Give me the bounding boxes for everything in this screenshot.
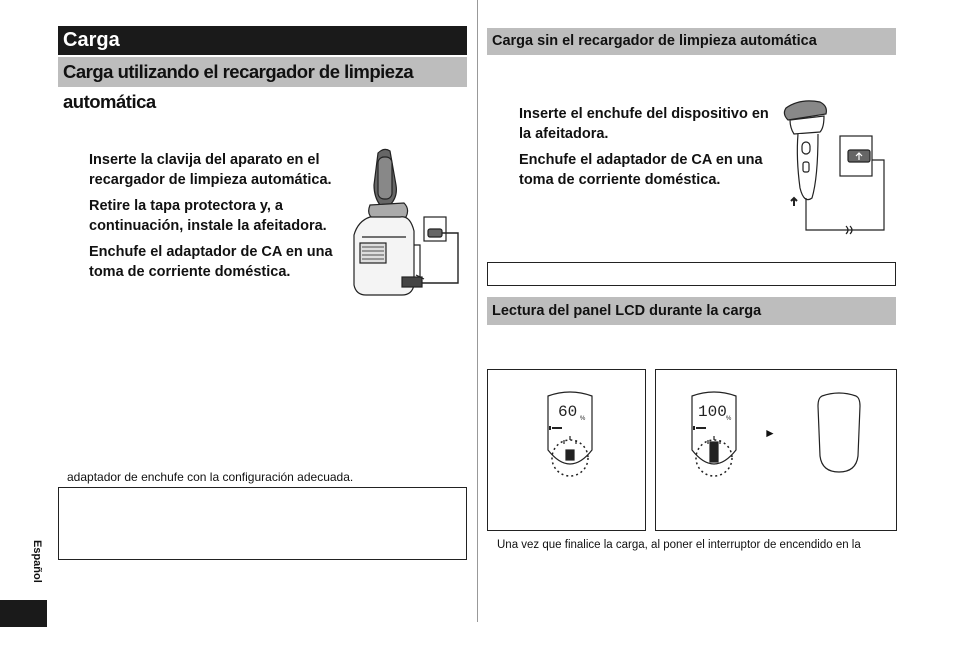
subsection-title-without-cleaner: Carga sin el recargador de limpieza automática	[487, 28, 896, 55]
left-step-1: Inserte la clavija del aparato en el recargador de limpieza automática.	[89, 152, 332, 188]
lcd-percent-100: %	[726, 416, 732, 422]
left-note-text: adaptador de enchufe con la configuración adecuada.	[67, 470, 354, 484]
right-step-2: Enchufe el adaptador de CA en una toma de corriente doméstica.	[519, 152, 763, 188]
language-tab-label: Español	[31, 540, 43, 583]
right-note-box	[487, 262, 896, 286]
lcd-complete-panel	[655, 369, 897, 531]
column-divider	[477, 0, 478, 622]
lcd-arrow-glyph: ►	[764, 426, 776, 440]
right-step-1: Inserte el enchufe del dispositivo en la afeitadora.	[519, 106, 769, 142]
section-title: Carga	[58, 26, 467, 55]
left-step-3: Enchufe el adaptador de CA en una toma de corriente doméstica.	[89, 244, 333, 280]
lcd-display-off	[816, 392, 862, 474]
lcd-percent-60: %	[580, 416, 586, 422]
cleaning-station-illustration	[350, 145, 465, 300]
lcd-display-charging	[540, 390, 600, 480]
shaver-plug-illustration	[780, 98, 890, 248]
lcd-charging-panel	[487, 369, 646, 531]
lcd-bottom-text: Una vez que finalice la carga, al poner el interruptor de encendido en la	[497, 539, 861, 551]
left-note-box	[58, 487, 467, 560]
lcd-value-60: 60	[558, 403, 578, 421]
language-tab	[27, 540, 47, 595]
lcd-display-full	[684, 390, 744, 480]
language-tab-block	[0, 600, 47, 627]
lcd-value-100: 100	[698, 403, 727, 421]
left-step-2: Retire la tapa protectora y, a continuación, instale la afeitadora.	[89, 198, 327, 234]
subsection-title-with-cleaner: Carga utilizando el recargador de limpieza automática	[58, 57, 467, 87]
lcd-section-title: Lectura del panel LCD durante la carga	[487, 297, 896, 325]
